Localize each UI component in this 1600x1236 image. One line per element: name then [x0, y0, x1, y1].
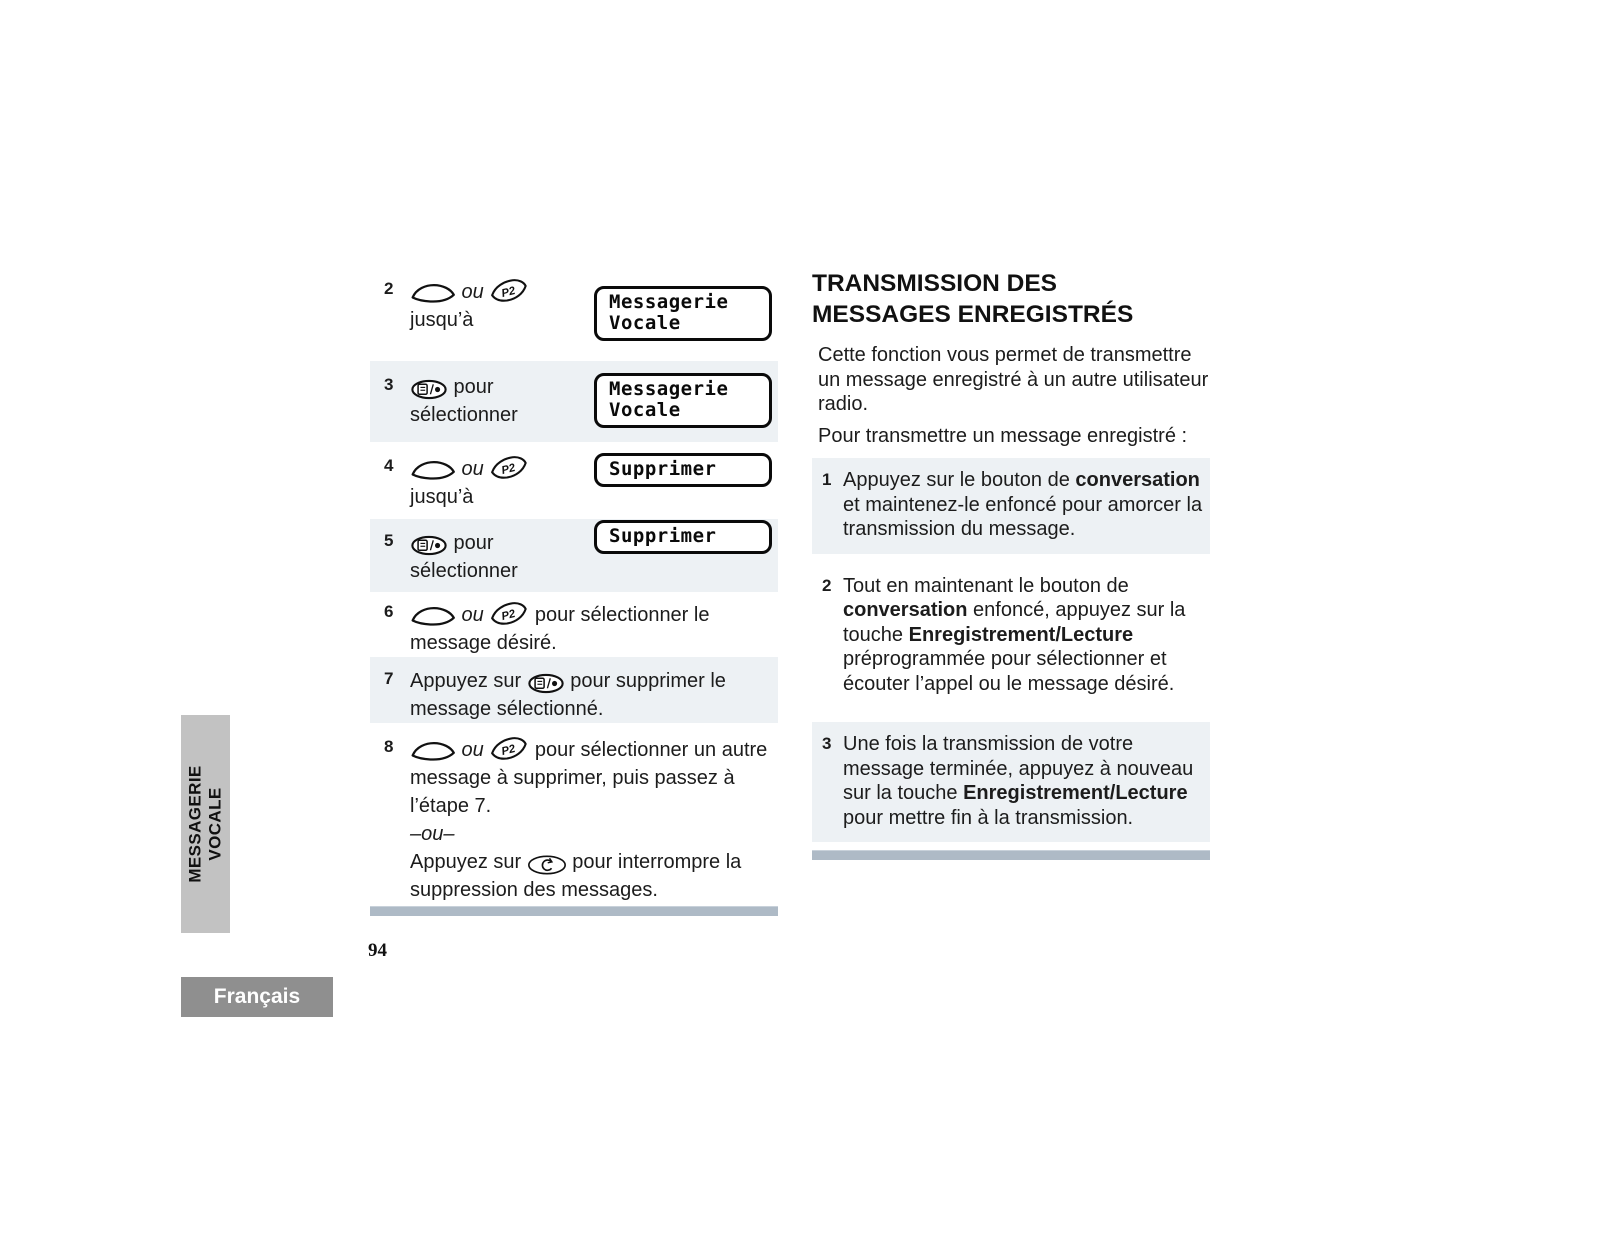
radio-display: [594, 286, 772, 341]
radio-display-line: Vocale: [609, 312, 681, 334]
step-text: –ou–: [410, 823, 455, 845]
radio-display: [594, 373, 772, 428]
transmission-step-3: [812, 722, 1210, 842]
svg-text:P2: P2: [500, 462, 517, 478]
step-text: ou: [456, 604, 490, 626]
step-body: [410, 735, 778, 904]
step-text: pour supprimer le: [564, 670, 726, 692]
step-text: pour sélectionner un autre: [529, 739, 768, 761]
svg-text:P2: P2: [500, 743, 517, 759]
step-text: ou: [456, 739, 490, 761]
step-number: 8: [384, 737, 394, 756]
step-body: [843, 574, 1210, 697]
intro-paragraph: Cette fonction vous permet de transmettre un message enregistré à un autre utilisateur radio.: [818, 344, 1209, 415]
step-text: Tout en maintenant le bouton de: [843, 574, 1129, 597]
volume-rocker-icon: [410, 740, 456, 763]
radio-display: [594, 453, 772, 487]
menu-select-button-icon: [410, 379, 448, 400]
section-end-bar-right: [812, 850, 1210, 860]
step-text: Appuyez sur le bouton de: [843, 469, 1076, 491]
procedure-step-4: [370, 442, 778, 519]
step-text: jusqu’à: [410, 309, 474, 331]
right-text-column: [812, 268, 1210, 860]
step-text: ou: [456, 458, 490, 480]
step-text: pour sélectionner le: [529, 604, 710, 626]
section-tab-label: [186, 765, 226, 882]
menu-select-button-icon: [527, 673, 565, 694]
lead-in-paragraph: Pour transmettre un message enregistré :: [818, 424, 1188, 447]
emphasized-text: conversation: [1075, 469, 1200, 491]
step-number: 4: [384, 456, 394, 475]
emphasized-text: Enregistrement/Lecture: [908, 623, 1134, 646]
procedure-step-3: [370, 361, 778, 442]
section-tab-line2: VOCALE: [205, 787, 225, 861]
radio-display-line: Messagerie: [609, 291, 729, 313]
step-body: [843, 732, 1210, 830]
step-text: et maintenez-le enfoncé pour amorcer la transmission du message.: [843, 493, 1203, 540]
procedure-step-8: [370, 723, 778, 904]
step-number: 3: [384, 375, 394, 394]
radio-display-line: Supprimer: [609, 458, 717, 480]
menu-select-button-icon: [410, 535, 448, 556]
step-number: 5: [384, 531, 394, 550]
step-number: 1: [822, 470, 832, 489]
p2-side-button-icon: [489, 277, 529, 305]
step-text: Une fois la transmission de votre message terminée, appuyez à nouveau sur la touche: [843, 733, 1194, 804]
transmission-step-2: [812, 564, 1210, 709]
step-number: 3: [822, 734, 832, 753]
step-number: 6: [384, 602, 394, 621]
section-tab-messagerie-vocale: [181, 715, 230, 933]
section-tab-line1: MESSAGERIE: [185, 765, 205, 883]
transmission-step-1: [812, 458, 1210, 554]
procedure-steps: [370, 268, 778, 904]
procedure-step-6: [370, 592, 778, 657]
step-text: pour: [448, 376, 494, 398]
radio-display-line: Messagerie: [609, 378, 729, 400]
step-body: [410, 600, 778, 657]
step-text: jusqu’à: [410, 486, 474, 508]
procedure-step-2: [370, 268, 778, 361]
step-text: pour interrompre la: [566, 851, 742, 873]
step-text: message à supprimer, puis passez à: [410, 767, 735, 789]
emphasized-text: Enregistrement/Lecture: [963, 782, 1188, 804]
step-body: [410, 667, 778, 723]
step-body: [843, 468, 1210, 542]
procedure-step-7: [370, 657, 778, 723]
step-number: 2: [384, 279, 394, 298]
language-tab: [181, 977, 333, 1017]
procedure-step-5: [370, 519, 778, 592]
step-text: sélectionner: [410, 404, 518, 426]
step-text: message sélectionné.: [410, 698, 604, 720]
svg-text:P2: P2: [500, 608, 517, 624]
language-tab-label: Français: [213, 985, 301, 1008]
radio-display-line: Vocale: [609, 399, 681, 421]
radio-display-line: Supprimer: [609, 525, 717, 547]
step-text: préprogrammée pour sélectionner et écouter l’appel ou le message désiré.: [843, 648, 1175, 695]
emphasized-text: conversation: [843, 599, 968, 621]
step-text: pour: [448, 532, 494, 554]
step-text: l’étape 7.: [410, 795, 492, 817]
section-heading: TRANSMISSION DES MESSAGES ENREGISTRÉS: [812, 270, 1134, 328]
svg-text:P2: P2: [500, 285, 517, 301]
step-text: suppression des messages.: [410, 879, 658, 901]
step-text: ou: [456, 281, 490, 303]
page-number: 94: [368, 940, 387, 961]
p2-side-button-icon: [489, 600, 529, 628]
volume-rocker-icon: [410, 605, 456, 628]
step-text: pour mettre fin à la transmission.: [843, 806, 1134, 829]
step-text: enfoncé, appuyez sur la touche: [843, 599, 1186, 646]
volume-rocker-icon: [410, 459, 456, 482]
p2-side-button-icon: [489, 454, 529, 482]
step-text: sélectionner: [410, 560, 518, 582]
back-button-icon: [527, 855, 567, 875]
p2-side-button-icon: [489, 735, 529, 763]
volume-rocker-icon: [410, 282, 456, 305]
left-procedure-column: [370, 268, 778, 916]
section-end-bar-left: [370, 906, 778, 916]
step-text: Appuyez sur: [410, 851, 527, 873]
step-number: 2: [822, 575, 832, 595]
transmission-steps: [812, 458, 1210, 842]
step-text: Appuyez sur: [410, 670, 527, 692]
step-number: 7: [384, 669, 394, 688]
step-text: message désiré.: [410, 632, 557, 654]
radio-display: [594, 520, 772, 554]
